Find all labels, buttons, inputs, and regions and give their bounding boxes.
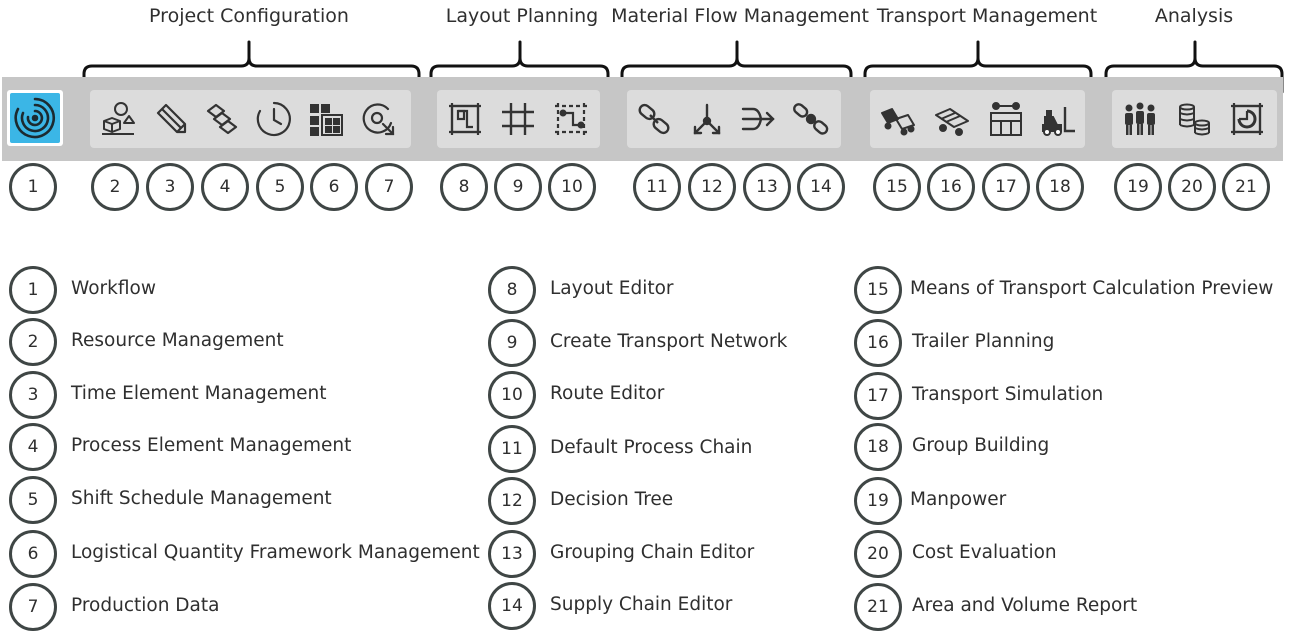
- legend-number-badge: 12: [488, 477, 536, 525]
- tool-number-badge: 9: [494, 163, 542, 211]
- clock-icon: [254, 99, 294, 139]
- legend-number-badge: 20: [854, 530, 902, 578]
- tool-grouping-chain-editor[interactable]: [736, 96, 782, 142]
- tool-shift-schedule-management[interactable]: [251, 96, 297, 142]
- merge-arrows-icon: [739, 99, 779, 139]
- tool-create-transport-network[interactable]: [495, 96, 541, 142]
- legend-label: Default Process Chain: [550, 437, 753, 458]
- grid-network-icon: [498, 99, 538, 139]
- legend-label: Cost Evaluation: [912, 542, 1057, 563]
- tool-decision-tree[interactable]: [684, 96, 730, 142]
- legend-label: Logistical Quantity Framework Management: [71, 542, 480, 563]
- legend-label: Area and Volume Report: [912, 595, 1138, 616]
- legend-label: Resource Management: [71, 330, 284, 351]
- group-label-transport-management: Transport Management: [876, 5, 1098, 27]
- workflow-button[interactable]: [7, 90, 63, 146]
- tool-number-badge: 5: [256, 163, 304, 211]
- tool-default-process-chain[interactable]: [632, 96, 678, 142]
- tool-time-element-management[interactable]: [147, 96, 193, 142]
- tool-production-data[interactable]: [355, 96, 401, 142]
- supply-chain-icon: [791, 99, 831, 139]
- production-data-icon: [358, 99, 398, 139]
- trailer-icon: [932, 99, 972, 139]
- tool-supply-chain-editor[interactable]: [788, 96, 834, 142]
- toolbar-group-layout-planning: [437, 90, 600, 148]
- chain-link-icon: [635, 99, 675, 139]
- process-element-icon: [202, 99, 242, 139]
- legend-number-badge: 4: [9, 423, 57, 471]
- route-editor-icon: [551, 99, 591, 139]
- tool-resource-management[interactable]: [95, 96, 141, 142]
- pencil-icon: [150, 99, 190, 139]
- tool-number-badge: 2: [91, 163, 139, 211]
- legend-number-badge: 3: [9, 371, 57, 419]
- tool-number-badge: 4: [201, 163, 249, 211]
- legend-label: Route Editor: [550, 383, 665, 404]
- tool-transport-simulation[interactable]: [983, 96, 1029, 142]
- legend-number-badge: 9: [488, 319, 536, 367]
- resource-management-icon: [98, 99, 138, 139]
- legend-number-badge: 14: [488, 582, 536, 630]
- legend-label: Shift Schedule Management: [71, 488, 332, 509]
- legend-label: Time Element Management: [71, 383, 327, 404]
- toolbar-group-project-configuration: [90, 90, 411, 148]
- legend-number-badge: 10: [488, 371, 536, 419]
- tool-manpower[interactable]: [1117, 96, 1163, 142]
- tool-number-badge: 14: [797, 163, 845, 211]
- legend-number-badge: 8: [488, 266, 536, 314]
- legend-label: Decision Tree: [550, 489, 674, 510]
- group-label-project-configuration: Project Configuration: [149, 5, 349, 27]
- legend-label: Manpower: [910, 489, 1007, 510]
- forklift-icon: [1039, 99, 1079, 139]
- tool-area-volume-report[interactable]: [1224, 96, 1270, 142]
- coins-icon: [1173, 99, 1213, 139]
- tool-number-badge: 17: [982, 163, 1030, 211]
- legend-number-badge: 21: [854, 583, 902, 631]
- legend-number-badge: 1: [9, 266, 57, 314]
- legend-label: Transport Simulation: [912, 384, 1104, 405]
- toolbar-group-analysis: [1112, 90, 1277, 148]
- group-label-material-flow-management: Material Flow Management: [611, 5, 869, 27]
- tool-number-badge: 10: [548, 163, 596, 211]
- legend-label: Supply Chain Editor: [550, 594, 733, 615]
- tool-layout-editor[interactable]: [442, 96, 488, 142]
- group-label-layout-planning: Layout Planning: [445, 5, 599, 27]
- toolbar: [2, 77, 1283, 161]
- tool-group-building[interactable]: [1036, 96, 1082, 142]
- tool-number-badge: 13: [743, 163, 791, 211]
- quantity-framework-icon: [306, 99, 346, 139]
- group-label-analysis: Analysis: [1154, 5, 1234, 27]
- legend-label: Group Building: [912, 435, 1050, 456]
- legend-label: Trailer Planning: [912, 331, 1055, 352]
- legend-number-badge: 5: [9, 476, 57, 524]
- decision-tree-icon: [687, 99, 727, 139]
- tool-number-badge: 11: [633, 163, 681, 211]
- legend-number-badge: 11: [488, 425, 536, 473]
- workflow-icon: [10, 93, 60, 143]
- tool-number-badge: 6: [310, 163, 358, 211]
- tool-process-element-management[interactable]: [199, 96, 245, 142]
- tool-cost-evaluation[interactable]: [1170, 96, 1216, 142]
- legend-number-badge: 6: [9, 530, 57, 578]
- tool-number-badge: 18: [1036, 163, 1084, 211]
- tool-number-badge: 19: [1114, 163, 1162, 211]
- tool-logistical-quantity-framework[interactable]: [303, 96, 349, 142]
- legend-number-badge: 2: [9, 318, 57, 366]
- legend-label: Workflow: [71, 278, 156, 299]
- legend-label: Layout Editor: [550, 278, 674, 299]
- tool-number-badge: 8: [440, 163, 488, 211]
- legend-number-badge: 7: [9, 583, 57, 631]
- area-report-icon: [1227, 99, 1267, 139]
- tool-number-badge: 16: [927, 163, 975, 211]
- transport-simulation-icon: [986, 99, 1026, 139]
- tool-number-badge: 7: [365, 163, 413, 211]
- toolbar-group-transport-management: [870, 90, 1085, 148]
- tool-number-badge: 15: [873, 163, 921, 211]
- legend-number-badge: 17: [854, 372, 902, 420]
- tool-means-of-transport-calculation[interactable]: [875, 96, 921, 142]
- legend-number-badge: 18: [854, 423, 902, 471]
- tool-number-badge: 3: [146, 163, 194, 211]
- people-icon: [1120, 99, 1160, 139]
- tool-route-editor[interactable]: [548, 96, 594, 142]
- legend-label: Means of Transport Calculation Preview: [910, 278, 1274, 299]
- tool-number-badge: 21: [1222, 163, 1270, 211]
- tool-number-badge: 20: [1168, 163, 1216, 211]
- legend-number-badge: 15: [854, 266, 902, 314]
- legend-label: Process Element Management: [71, 435, 352, 456]
- legend-label: Production Data: [71, 595, 220, 616]
- legend-number-badge: 16: [854, 319, 902, 367]
- tool-number-badge: 1: [9, 163, 57, 211]
- tool-trailer-planning[interactable]: [929, 96, 975, 142]
- legend-number-badge: 13: [488, 530, 536, 578]
- toolbar-group-material-flow: [627, 90, 841, 148]
- tugger-train-icon: [878, 99, 918, 139]
- legend-number-badge: 19: [854, 477, 902, 525]
- layout-editor-icon: [445, 99, 485, 139]
- legend-label: Grouping Chain Editor: [550, 542, 755, 563]
- legend-label: Create Transport Network: [550, 331, 788, 352]
- tool-number-badge: 12: [688, 163, 736, 211]
